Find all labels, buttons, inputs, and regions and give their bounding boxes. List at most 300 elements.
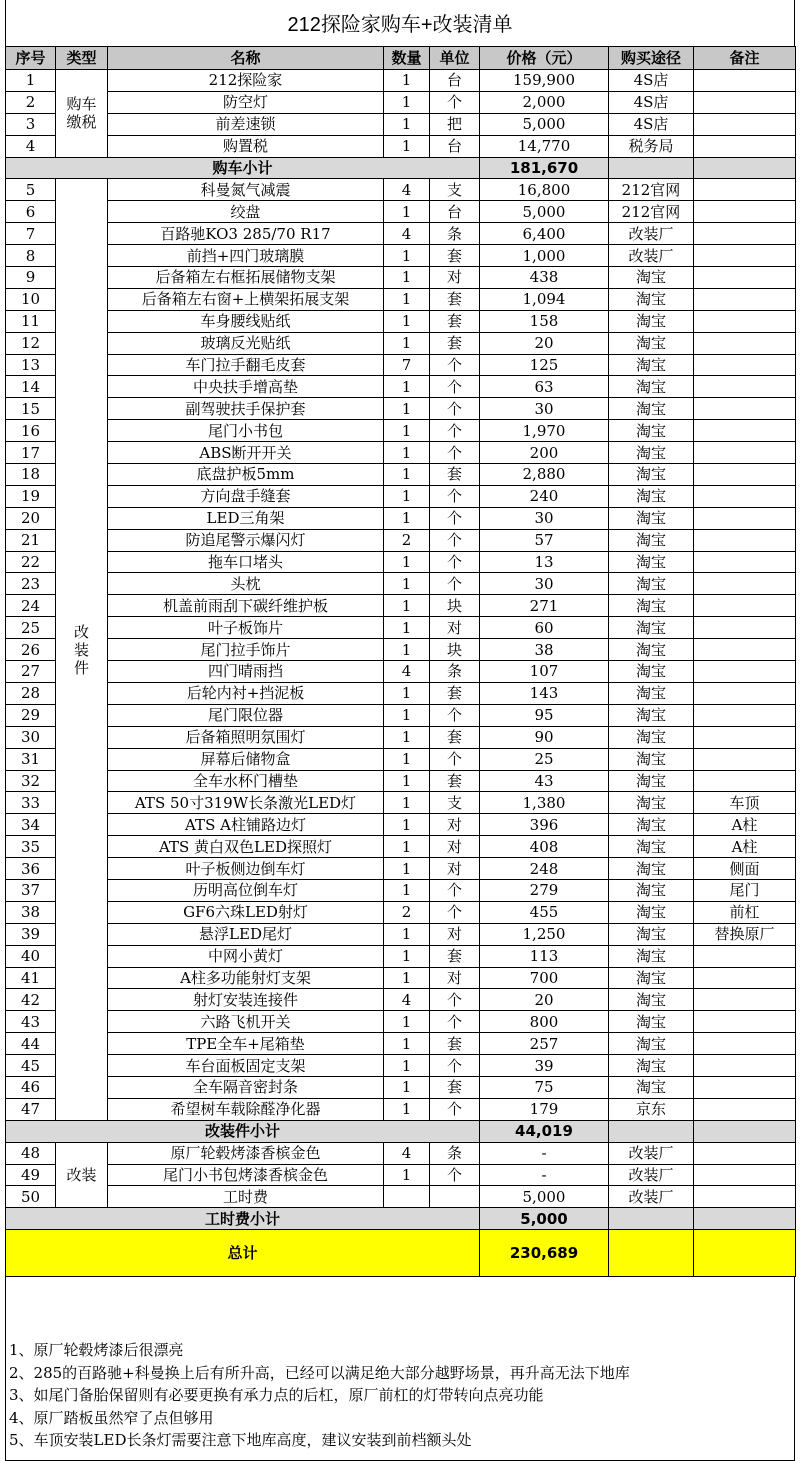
cell-unit: 条	[430, 661, 480, 683]
cell-empty	[609, 157, 694, 179]
cell-name: 后轮内衬+挡泥板	[108, 682, 384, 704]
table-row	[6, 792, 796, 814]
cell-name: 全车水杯门槽垫	[108, 770, 384, 792]
cell-name: 四门晴雨挡	[108, 661, 384, 683]
cell-name: 射灯安装连接件	[108, 989, 384, 1011]
cell-qty: 1	[384, 267, 430, 289]
cell-no: 14	[6, 376, 56, 398]
cell-note: 替换原厂	[694, 923, 796, 945]
table-row	[6, 223, 796, 245]
cell-unit: 个	[430, 420, 480, 442]
cell-unit: 台	[430, 135, 480, 157]
cell-unit: 套	[430, 332, 480, 354]
table-row	[6, 245, 796, 267]
cell-name: 叶子板饰片	[108, 617, 384, 639]
cell-no: 8	[6, 245, 56, 267]
cell-qty: 4	[384, 179, 430, 201]
cell-qty: 1	[384, 770, 430, 792]
cell-no: 6	[6, 201, 56, 223]
cell-no: 39	[6, 923, 56, 945]
cell-note	[694, 989, 796, 1011]
cell-qty: 1	[384, 376, 430, 398]
cell-note	[694, 529, 796, 551]
subtotal-label: 工时费小计	[6, 1208, 480, 1230]
subtotal-label: 改装件小计	[6, 1120, 480, 1142]
cell-name: ATS A柱铺路边灯	[108, 814, 384, 836]
cell-price: 455	[480, 901, 609, 923]
cell-name: 车身腰线贴纸	[108, 310, 384, 332]
cell-empty	[609, 1230, 694, 1277]
cell-note: A柱	[694, 814, 796, 836]
cell-name: 后备箱左右窗+上横架拓展支架	[108, 288, 384, 310]
column-header: 名称	[108, 47, 384, 70]
table-row	[6, 485, 796, 507]
cell-name: 绞盘	[108, 201, 384, 223]
cell-qty: 1	[384, 836, 430, 858]
total-row	[6, 1230, 796, 1277]
cell-name: 方向盘手缝套	[108, 485, 384, 507]
cell-unit: 个	[430, 1055, 480, 1077]
table-row	[6, 770, 796, 792]
cell-name: A柱多功能射灯支架	[108, 967, 384, 989]
cell-note	[694, 639, 796, 661]
cell-note	[694, 485, 796, 507]
column-header: 数量	[384, 47, 430, 70]
cell-qty: 1	[384, 573, 430, 595]
cell-price: 800	[480, 1011, 609, 1033]
cell-channel: 淘宝	[609, 879, 694, 901]
cell-price: 125	[480, 354, 609, 376]
cell-name: ABS断开开关	[108, 442, 384, 464]
cell-name: 工时费	[108, 1186, 384, 1208]
cell-price: 63	[480, 376, 609, 398]
cell-name: 叶子板侧边倒车灯	[108, 858, 384, 880]
table-row	[6, 135, 796, 157]
cell-channel: 淘宝	[609, 792, 694, 814]
cell-unit: 套	[430, 945, 480, 967]
cell-unit: 个	[430, 376, 480, 398]
cell-price: 20	[480, 332, 609, 354]
cell-note	[694, 113, 796, 135]
note-line: 5、车顶安装LED长条灯需要注意下地库高度，建议安装到前档额头处	[9, 1431, 472, 1450]
table-row	[6, 704, 796, 726]
cell-channel: 淘宝	[609, 507, 694, 529]
cell-note	[694, 1164, 796, 1186]
cell-no: 48	[6, 1142, 56, 1164]
table-row	[6, 945, 796, 967]
cell-unit: 个	[430, 91, 480, 113]
cell-qty: 1	[384, 682, 430, 704]
cell-channel: 淘宝	[609, 376, 694, 398]
cell-unit: 台	[430, 70, 480, 92]
cell-channel: 京东	[609, 1098, 694, 1120]
cell-note	[694, 573, 796, 595]
table-row	[6, 201, 796, 223]
cell-qty: 1	[384, 507, 430, 529]
cell-note	[694, 288, 796, 310]
cell-unit: 块	[430, 639, 480, 661]
cell-price: 240	[480, 485, 609, 507]
cell-unit: 个	[430, 1011, 480, 1033]
cell-channel: 淘宝	[609, 573, 694, 595]
cell-price: 38	[480, 639, 609, 661]
cell-note	[694, 1142, 796, 1164]
cell-name: 头枕	[108, 573, 384, 595]
cell-note	[694, 967, 796, 989]
table-row	[6, 267, 796, 289]
cell-unit: 套	[430, 288, 480, 310]
cell-no: 45	[6, 1055, 56, 1077]
table-row	[6, 507, 796, 529]
table-row	[6, 573, 796, 595]
cell-no: 15	[6, 398, 56, 420]
cell-no: 16	[6, 420, 56, 442]
cell-no: 32	[6, 770, 56, 792]
cell-note	[694, 310, 796, 332]
cell-channel: 改装厂	[609, 223, 694, 245]
cell-channel: 淘宝	[609, 1011, 694, 1033]
cell-price: 179	[480, 1098, 609, 1120]
cell-channel: 淘宝	[609, 836, 694, 858]
cell-name: 中央扶手增高垫	[108, 376, 384, 398]
table-row	[6, 354, 796, 376]
cell-unit: 对	[430, 858, 480, 880]
cell-price: 25	[480, 748, 609, 770]
cell-no: 28	[6, 682, 56, 704]
cell-note	[694, 1098, 796, 1120]
cell-qty: 1	[384, 420, 430, 442]
cell-price: 2,880	[480, 464, 609, 486]
cell-note	[694, 201, 796, 223]
cell-price: 57	[480, 529, 609, 551]
cell-channel: 淘宝	[609, 1076, 694, 1098]
cell-channel: 淘宝	[609, 485, 694, 507]
cell-no: 31	[6, 748, 56, 770]
cell-unit: 个	[430, 704, 480, 726]
cell-note	[694, 1076, 796, 1098]
cell-name: 车台面板固定支架	[108, 1055, 384, 1077]
cell-price: 75	[480, 1076, 609, 1098]
table-row	[6, 814, 796, 836]
cell-no: 11	[6, 310, 56, 332]
cell-channel: 淘宝	[609, 748, 694, 770]
cell-price: 158	[480, 310, 609, 332]
cell-no: 12	[6, 332, 56, 354]
cell-price: 700	[480, 967, 609, 989]
cell-name: 尾门小书包	[108, 420, 384, 442]
cell-empty	[694, 1208, 796, 1230]
cell-price: 113	[480, 945, 609, 967]
cell-qty: 1	[384, 332, 430, 354]
cell-qty: 1	[384, 967, 430, 989]
cell-channel: 淘宝	[609, 354, 694, 376]
cell-price: 30	[480, 398, 609, 420]
cell-no: 3	[6, 113, 56, 135]
cell-qty: 1	[384, 1055, 430, 1077]
cell-qty: 1	[384, 1098, 430, 1120]
cell-unit: 套	[430, 1033, 480, 1055]
cell-no: 18	[6, 464, 56, 486]
cell-empty	[609, 1208, 694, 1230]
cell-price: 257	[480, 1033, 609, 1055]
cell-unit: 套	[430, 245, 480, 267]
table-row	[6, 901, 796, 923]
cell-unit: 对	[430, 967, 480, 989]
cell-qty: 1	[384, 551, 430, 573]
cell-note: 尾门	[694, 879, 796, 901]
cell-name: 原厂轮毂烤漆香槟金色	[108, 1142, 384, 1164]
column-header: 单位	[430, 47, 480, 70]
table-row	[6, 464, 796, 486]
table-row	[6, 1076, 796, 1098]
cell-channel: 淘宝	[609, 595, 694, 617]
table-row	[6, 748, 796, 770]
table-row	[6, 989, 796, 1011]
cell-no: 21	[6, 529, 56, 551]
cell-qty: 1	[384, 1011, 430, 1033]
cell-channel: 淘宝	[609, 923, 694, 945]
column-header: 序号	[6, 47, 56, 70]
table-row	[6, 1098, 796, 1120]
cell-empty	[609, 1120, 694, 1142]
cell-no: 23	[6, 573, 56, 595]
cell-note	[694, 245, 796, 267]
cell-no: 44	[6, 1033, 56, 1055]
cell-note	[694, 551, 796, 573]
cell-no: 13	[6, 354, 56, 376]
table-row	[6, 661, 796, 683]
cell-qty: 1	[384, 748, 430, 770]
table-row	[6, 420, 796, 442]
table-row	[6, 113, 796, 135]
note-line: 1、原厂轮毂烤漆后很漂亮	[9, 1341, 184, 1360]
cell-channel: 淘宝	[609, 464, 694, 486]
cell-note	[694, 945, 796, 967]
table-row	[6, 1011, 796, 1033]
cell-note	[694, 748, 796, 770]
cell-channel: 淘宝	[609, 858, 694, 880]
cell-qty: 2	[384, 901, 430, 923]
cell-qty	[384, 1186, 430, 1208]
cell-qty: 1	[384, 464, 430, 486]
cell-name: 尾门小书包烤漆香槟金色	[108, 1164, 384, 1186]
cell-no: 35	[6, 836, 56, 858]
cell-channel: 改装厂	[609, 1186, 694, 1208]
cell-price: 143	[480, 682, 609, 704]
cell-price: 396	[480, 814, 609, 836]
cell-price: -	[480, 1142, 609, 1164]
table-row	[6, 179, 796, 201]
cell-name: 尾门限位器	[108, 704, 384, 726]
cell-price: 95	[480, 704, 609, 726]
cell-note	[694, 135, 796, 157]
cell-channel: 212官网	[609, 201, 694, 223]
cell-channel: 淘宝	[609, 442, 694, 464]
cell-qty: 1	[384, 595, 430, 617]
cell-name: 尾门拉手饰片	[108, 639, 384, 661]
cell-note	[694, 420, 796, 442]
table-row	[6, 1055, 796, 1077]
cell-no: 9	[6, 267, 56, 289]
cell-channel: 淘宝	[609, 332, 694, 354]
cell-channel: 淘宝	[609, 989, 694, 1011]
cell-unit: 个	[430, 1164, 480, 1186]
cell-price: 16,800	[480, 179, 609, 201]
cell-unit: 个	[430, 901, 480, 923]
subtotal-row	[6, 1120, 796, 1142]
cell-channel: 淘宝	[609, 726, 694, 748]
note-line: 2、285的百路驰+科曼换上后有所升高，已经可以满足绝大部分越野场景，再升高无法下地库	[9, 1363, 630, 1382]
table-row	[6, 398, 796, 420]
cell-unit: 套	[430, 726, 480, 748]
note-line: 3、如尾门备胎保留则有必要更换有承力点的后杠，原厂前杠的灯带转向点亮功能	[9, 1386, 544, 1405]
cell-unit: 台	[430, 201, 480, 223]
cell-name: 六路飞机开关	[108, 1011, 384, 1033]
cell-note	[694, 70, 796, 92]
cell-unit: 套	[430, 464, 480, 486]
cell-empty	[694, 1120, 796, 1142]
cell-note	[694, 595, 796, 617]
total-amount: 230,689	[480, 1230, 609, 1277]
cell-price: 14,770	[480, 135, 609, 157]
table-row	[6, 858, 796, 880]
cell-price: 90	[480, 726, 609, 748]
cell-qty: 1	[384, 704, 430, 726]
cell-channel: 税务局	[609, 135, 694, 157]
cell-name: 后备箱左右框拓展储物支架	[108, 267, 384, 289]
column-header: 价格（元）	[480, 47, 609, 70]
cell-note: 车顶	[694, 792, 796, 814]
subtotal-amount: 5,000	[480, 1208, 609, 1230]
cell-channel: 4S店	[609, 70, 694, 92]
cell-name: 中网小黄灯	[108, 945, 384, 967]
table-row	[6, 91, 796, 113]
cell-channel: 淘宝	[609, 704, 694, 726]
cell-qty: 1	[384, 201, 430, 223]
cell-qty: 1	[384, 310, 430, 332]
cell-qty: 7	[384, 354, 430, 376]
cell-no: 5	[6, 179, 56, 201]
cell-unit: 套	[430, 682, 480, 704]
cell-qty: 1	[384, 1076, 430, 1098]
cell-qty: 4	[384, 989, 430, 1011]
cell-note	[694, 1011, 796, 1033]
cell-no: 19	[6, 485, 56, 507]
table-row	[6, 1033, 796, 1055]
cell-note: A柱	[694, 836, 796, 858]
cell-note	[694, 1033, 796, 1055]
cell-name: GF6六珠LED射灯	[108, 901, 384, 923]
cell-channel: 淘宝	[609, 420, 694, 442]
cell-qty: 1	[384, 91, 430, 113]
cell-price: 30	[480, 573, 609, 595]
cell-price: 159,900	[480, 70, 609, 92]
cell-qty: 1	[384, 1033, 430, 1055]
cell-note	[694, 507, 796, 529]
cell-price: 60	[480, 617, 609, 639]
cell-price: 200	[480, 442, 609, 464]
cell-price: 30	[480, 507, 609, 529]
table-row	[6, 288, 796, 310]
cell-qty: 2	[384, 529, 430, 551]
cell-channel: 4S店	[609, 91, 694, 113]
sheet-title: 212探险家购车+改装清单	[5, 0, 795, 46]
cell-price: 20	[480, 989, 609, 1011]
cell-qty: 1	[384, 135, 430, 157]
spreadsheet	[5, 0, 795, 1461]
cell-empty	[694, 157, 796, 179]
cell-name: 玻璃反光贴纸	[108, 332, 384, 354]
cell-no: 34	[6, 814, 56, 836]
type-cell: 改装	[56, 1142, 108, 1208]
cell-qty: 1	[384, 639, 430, 661]
cell-qty: 1	[384, 945, 430, 967]
table-row	[6, 836, 796, 858]
cell-no: 24	[6, 595, 56, 617]
cell-no: 41	[6, 967, 56, 989]
table-row	[6, 70, 796, 92]
cell-unit: 个	[430, 1098, 480, 1120]
cell-price: 1,250	[480, 923, 609, 945]
column-header: 备注	[694, 47, 796, 70]
cell-unit: 个	[430, 879, 480, 901]
cell-qty: 1	[384, 113, 430, 135]
table-row	[6, 310, 796, 332]
cell-price: 279	[480, 879, 609, 901]
subtotal-row	[6, 1208, 796, 1230]
cell-price: 248	[480, 858, 609, 880]
cell-no: 30	[6, 726, 56, 748]
cell-unit: 块	[430, 595, 480, 617]
cell-no: 40	[6, 945, 56, 967]
cell-channel: 淘宝	[609, 639, 694, 661]
cell-price: 107	[480, 661, 609, 683]
cell-note	[694, 704, 796, 726]
cell-channel: 淘宝	[609, 901, 694, 923]
table-row	[6, 1142, 796, 1164]
cell-name: 历明高位倒车灯	[108, 879, 384, 901]
cell-no: 1	[6, 70, 56, 92]
cell-price: 271	[480, 595, 609, 617]
cell-name: 防追尾警示爆闪灯	[108, 529, 384, 551]
cell-no: 20	[6, 507, 56, 529]
column-header: 购买途径	[609, 47, 694, 70]
table-row	[6, 923, 796, 945]
cell-qty: 1	[384, 879, 430, 901]
cell-no: 37	[6, 879, 56, 901]
table-row	[6, 879, 796, 901]
cell-channel: 淘宝	[609, 1033, 694, 1055]
cell-price: 5,000	[480, 113, 609, 135]
cell-channel: 212官网	[609, 179, 694, 201]
cell-price: 43	[480, 770, 609, 792]
cell-price: 1,094	[480, 288, 609, 310]
cell-note: 侧面	[694, 858, 796, 880]
cell-name: 前挡+四门玻璃膜	[108, 245, 384, 267]
cell-qty: 1	[384, 923, 430, 945]
table-row	[6, 682, 796, 704]
cell-no: 7	[6, 223, 56, 245]
cell-channel: 淘宝	[609, 617, 694, 639]
column-header: 类型	[56, 47, 108, 70]
table-row	[6, 595, 796, 617]
cell-no: 43	[6, 1011, 56, 1033]
cell-price: 5,000	[480, 201, 609, 223]
cell-channel: 淘宝	[609, 967, 694, 989]
table-row	[6, 551, 796, 573]
cell-qty: 1	[384, 617, 430, 639]
cell-unit: 对	[430, 267, 480, 289]
